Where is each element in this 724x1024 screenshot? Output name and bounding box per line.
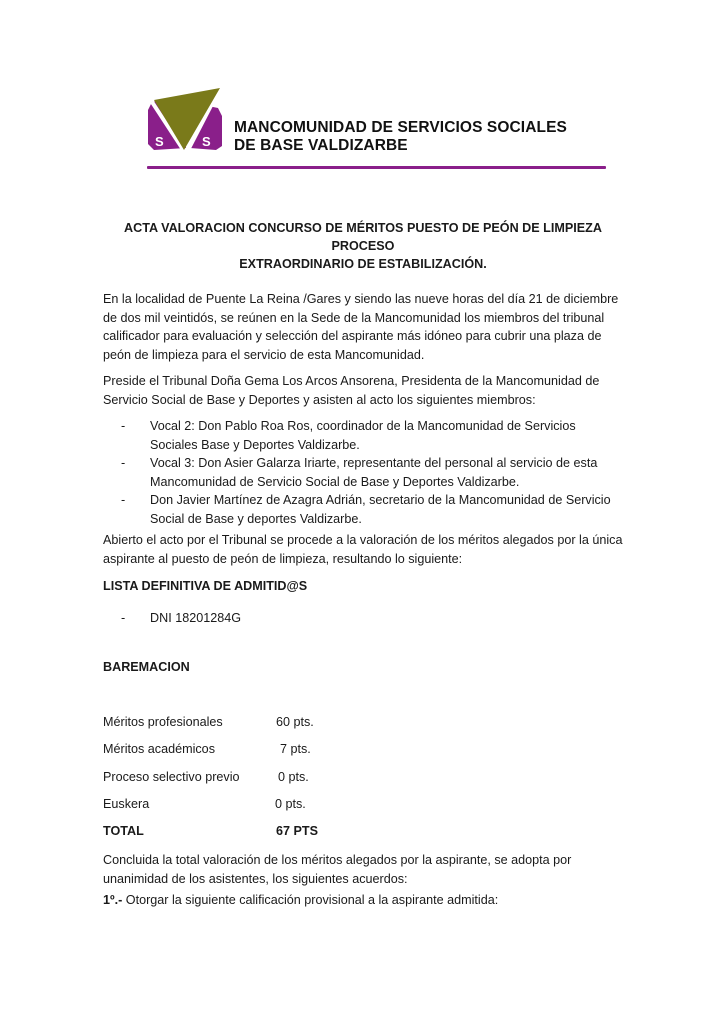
bullet-dash: -: [121, 611, 126, 625]
list-item: [103, 609, 623, 628]
score-label: Euskera: [103, 797, 150, 811]
acuerdo-number: 1º.-: [103, 893, 123, 907]
score-value: 7 pts.: [280, 742, 311, 756]
bullet-dash: -: [121, 419, 126, 433]
score-value: 0 pts.: [275, 797, 306, 811]
abierto-paragraph: Abierto el acto por el Tribunal se procede a la valoración de los méritos alegados por la única aspirante al puesto de peón de limpieza, resultando lo siguiente:: [103, 533, 623, 566]
baremacion-heading: BAREMACION: [103, 660, 190, 674]
score-value: 0 pts.: [278, 770, 309, 784]
intro-paragraph: En la localidad de Puente La Reina /Gares y siendo las nueve horas del día 21 de diciembre de dos mil veintidós, se reúnen en la Sede de la Mancomunidad los miembros del tribunal calificador para evaluación y selección del aspirante más idóneo para cubrir una plaza de peón de limpieza para el servicio de esta Mancomunidad.: [103, 292, 619, 362]
total-label: TOTAL: [103, 824, 144, 838]
logo-letter-right: S: [202, 134, 211, 149]
list-item: [103, 491, 623, 528]
document-title-line1: ACTA VALORACION CONCURSO DE MÉRITOS PUESTO DE PEÓN DE LIMPIEZA PROCESO: [124, 221, 602, 253]
logo-graphic: [146, 88, 226, 160]
total-value: 67 PTS: [276, 824, 318, 838]
acuerdo-1: [103, 891, 623, 910]
organization-name: [234, 119, 567, 155]
tribunal-members-list: [103, 417, 623, 528]
document-title-line2: EXTRAORDINARIO DE ESTABILIZACIÓN.: [239, 257, 487, 271]
bullet-dash: -: [121, 493, 126, 507]
score-value: 60 pts.: [276, 715, 314, 729]
list-item: [103, 417, 623, 454]
score-label: Proceso selectivo previo: [103, 770, 240, 784]
list-item: [103, 454, 623, 491]
concluida-paragraph: Concluida la total valoración de los méritos alegados por la aspirante, se adopta por unanimidad de los asistentes, los siguientes acuerdos:: [103, 853, 572, 886]
member-text: Vocal 3: Don Asier Galarza Iriarte, representante del personal al servicio de esta Mancomunidad de Servicio Social de Base y Deportes Valdizarbe.: [150, 456, 598, 489]
logo-letter-left: S: [155, 134, 164, 149]
bullet-dash: -: [121, 456, 126, 470]
organization-name-line2: DE BASE VALDIZARBE: [234, 137, 408, 154]
organization-logo: [146, 88, 226, 160]
admitidos-heading: LISTA DEFINITIVA DE ADMITID@S: [103, 579, 308, 593]
score-label: Méritos académicos: [103, 742, 215, 756]
score-label: Méritos profesionales: [103, 715, 223, 729]
admitido-dni: DNI 18201284G: [150, 611, 242, 625]
organization-name-line1: MANCOMUNIDAD DE SERVICIOS SOCIALES: [234, 119, 567, 136]
document-title: [103, 219, 623, 273]
member-text: Don Javier Martínez de Azagra Adrián, secretario de la Mancomunidad de Servicio Social de Base y deportes Valdizarbe.: [150, 493, 611, 526]
header-divider: [147, 166, 606, 169]
member-text: Vocal 2: Don Pablo Roa Ros, coordinador de la Mancomunidad de Servicios Sociales Base y Deportes Valdizarbe.: [150, 419, 576, 452]
admitidos-list: [103, 609, 623, 628]
acuerdo-text: Otorgar la siguiente calificación provisional a la aspirante admitida:: [122, 893, 499, 907]
preside-paragraph: Preside el Tribunal Doña Gema Los Arcos Ansorena, Presidenta de la Mancomunidad de Servicio Social de Base y Deportes y asisten al acto los siguientes miembros:: [103, 374, 600, 407]
